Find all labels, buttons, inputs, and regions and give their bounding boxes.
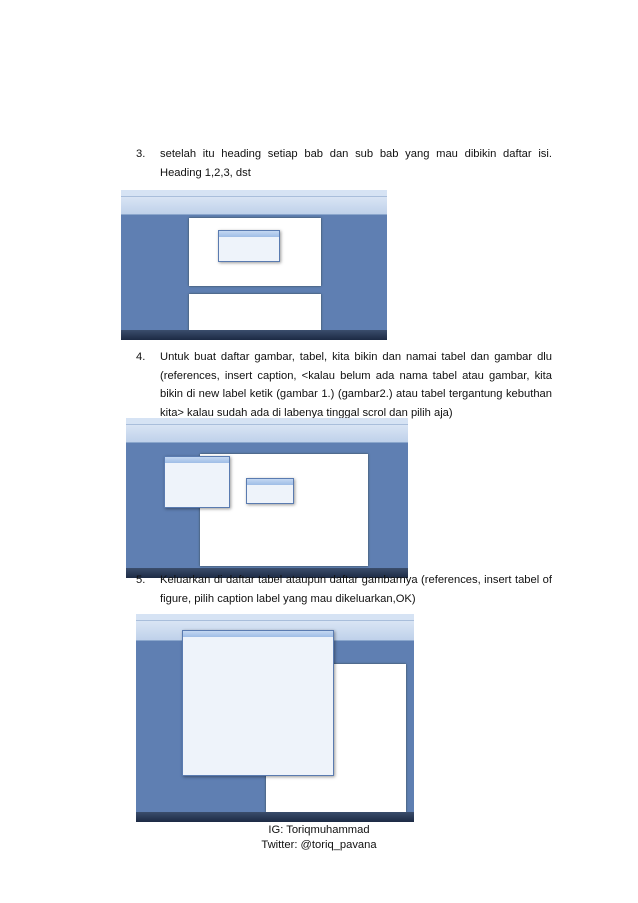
- footer-instagram: IG: Toriqmuhammad: [268, 824, 370, 836]
- list-item-4: [136, 348, 552, 424]
- thumbnail-window: [218, 230, 280, 262]
- list-text: setelah itu heading setiap bab dan sub bab yang mau dibikin daftar isi. Heading 1,2,3, dst: [160, 148, 552, 179]
- list-number: 3.: [136, 148, 146, 160]
- new-label-dialog: [246, 478, 294, 504]
- list-item-5: [136, 571, 552, 611]
- list-text: Keluarkan di daftar tabel ataupun daftar gambarnya (references, insert tabel of figure, pilih caption label yang mau dikeluarkan,OK): [160, 574, 552, 605]
- list-item-3: [136, 145, 552, 185]
- document-page: [189, 294, 321, 334]
- list-number: 5.: [136, 574, 146, 586]
- screenshot-insert-caption: [126, 418, 408, 578]
- footer: [0, 823, 638, 853]
- taskbar: [136, 812, 414, 822]
- list-text: Untuk buat daftar gambar, tabel, kita bikin dan namai tabel dan gambar dlu (references, insert caption, <kalau belum ada nama tabel atau gambar, kita bikin di new label ketik (gambar 1.) (gambar2.) atau tabel tergantung kebuthan kita> kalau sudah ada di labenya tinggal scrol dan pilih aja): [160, 351, 552, 419]
- ribbon: [126, 418, 408, 443]
- list-number: 4.: [136, 351, 146, 363]
- screenshot-table-of-figures: [136, 614, 414, 822]
- taskbar: [121, 330, 387, 340]
- screenshot-heading-styles: [121, 190, 387, 340]
- footer-twitter: Twitter: @toriq_pavana: [261, 839, 377, 851]
- table-of-figures-dialog: [182, 630, 334, 776]
- caption-dialog: [164, 456, 230, 508]
- ribbon: [121, 190, 387, 215]
